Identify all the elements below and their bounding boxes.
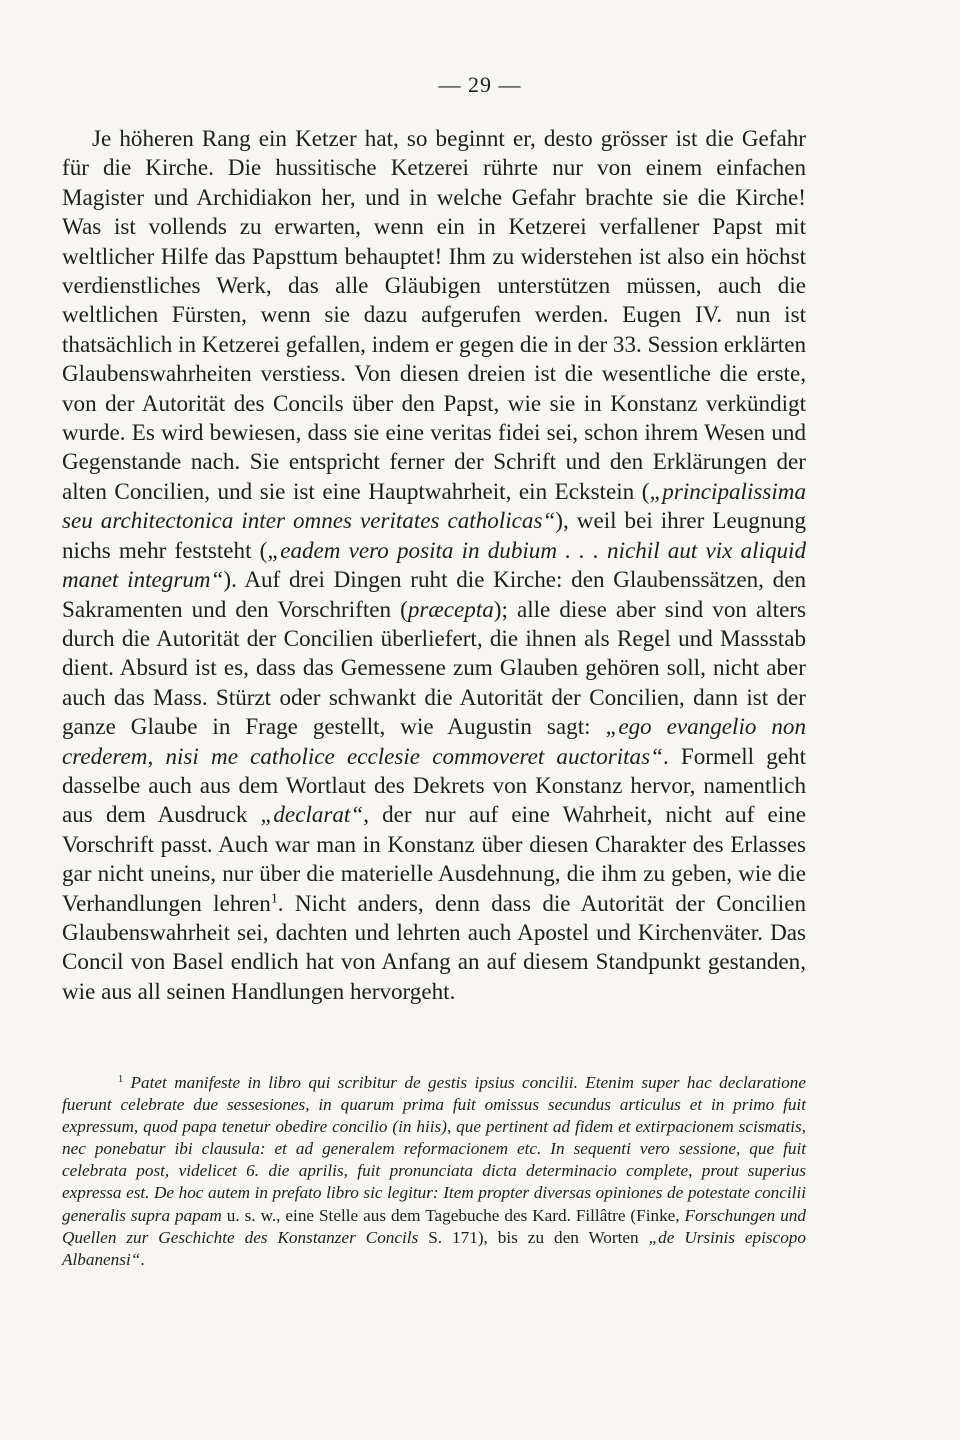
footnote-marker: 1: [118, 1073, 124, 1085]
footnote-citation-title: Forschungen und Quellen zur Geschichte des Konstanzer Concils: [62, 1205, 806, 1247]
footnote: [62, 1072, 806, 1271]
footnote-text-segment: .: [140, 1249, 145, 1269]
latin-quote: præcepta: [407, 595, 494, 622]
footnote-text-segment: S. 171), bis zu den Worten: [418, 1227, 649, 1247]
footnote-text-segment: u. s. w., eine Stelle aus dem Tagebuche des Kard. Fillâtre (Finke,: [221, 1205, 685, 1225]
main-text-segment: ); alle diese aber sind von alters durch die Autorität der Concilien überliefert, die ihnen als Regel und Massstab dient. Absurd ist es, dass das Gemessene zum Glauben gehören soll, nicht aber auch das Mass. Stürzt oder schwankt die Autorität der Concilien, dann ist der ganze Glaube in Frage gestellt, wie Augustin sagt:: [62, 595, 807, 740]
latin-quote: „principalissima seu architectonica inter omnes veritates catholicas“: [62, 477, 806, 534]
main-paragraph: [62, 124, 806, 1006]
page-number: — 29 —: [438, 72, 522, 97]
main-text-segment: , der nur auf eine Wahrheit, nicht auf eine Vorschrift passt. Auch war man in Konstanz über diesen Charakter des Erlasses gar nicht uneins, nur über die materielle Ausdehnung, die ihm zu geben, wie die Verhandlungen lehren: [62, 801, 807, 916]
footnote-reference: 1: [270, 890, 278, 906]
main-text-segment: ), weil bei ihrer Leugnung nichs mehr feststeht (: [62, 507, 807, 563]
footnote-quote: „de Ursinis episcopo Albanensi“: [62, 1227, 806, 1269]
main-text-segment: . Formell geht dasselbe auch aus dem Wortlaut des Dekrets von Konstanz hervor, namentlich aus dem Ausdruck: [62, 742, 806, 828]
footnote-latin: Patet manifeste in libro qui scribitur de gestis ipsius concilii. Etenim super hac declaratione fuerunt celebrate due sessesiones, in quarum prima fuit omissus secundus articulus et in primo fuit expressum, quod papa tenetur obedire concilio (in hiis), que pertinent ad fidem et extirpacionem scismatis, nec ponebatur ibi clausula: et ad generalem reformacionem etc. In sequenti vero sessione, que fuit celebrata post, videlicet 6. die aprilis, fuit pronunciata dicta determinacio complete, prout superius expressa est. De hoc autem in prefato libro sic legitur: Item propter diversas opiniones de potestate concilii generalis supra papam: [62, 1073, 806, 1225]
main-text-segment: ). Auf drei Dingen ruht die Kirche: den Glaubenssätzen, den Sakramenten und den Vorschriften (: [62, 566, 806, 622]
latin-quote: „declarat“: [260, 801, 364, 828]
latin-quote: „eadem vero posita in dubium . . . nichil aut vix aliquid manet integrum“: [62, 536, 806, 593]
latin-quote: „ego evangelio non crederem, nisi me catholice ecclesie commoveret auctoritas“: [62, 713, 806, 769]
main-text-segment: . Nicht anders, denn dass die Autorität der Concilien Glaubenswahrheit sei, dachten und lehrten auch Apostel und Kirchenväter. Das Concil von Basel endlich hat von Anfang an auf diesem Standpunkt gestanden, wie aus all seinen Handlungen hervorgeht.: [62, 889, 806, 1004]
main-text-segment: Je höheren Rang ein Ketzer hat, so beginnt er, desto grösser ist die Gefahr für die Kirche. Die hussitische Ketzerei rührte nur von einem einfachen Magister und Archidiakon her, und in welche Gefahr brachte sie die Kirche! Was ist vollends zu erwarten, wenn ein in Ketzerei verfallener Papst mit weltlicher Hilfe das Papsttum behauptet! Ihm zu widerstehen ist also ein höchst verdienstliches Werk, das alle Gläubigen unterstützen müssen, auch die weltlichen Fürsten, wenn sie dazu aufgerufen werden. Eugen IV. nun ist thatsächlich in Ketzerei gefallen, indem er gegen die in der 33. Session erklärten Glaubenswahrheiten verstiess. Von diesen dreien ist die wesentliche die erste, von der Autorität des Concils über den Papst, wie sie in Konstanz verkündigt wurde. Es wird bewiesen, dass sie eine veritas fidei sei, schon ihrem Wesen und Gegenstande nach. Sie entspricht ferner der Schrift und den Erklärungen der alten Concilien, und sie ist eine Hauptwahrheit, ein Eckstein (: [62, 125, 806, 504]
